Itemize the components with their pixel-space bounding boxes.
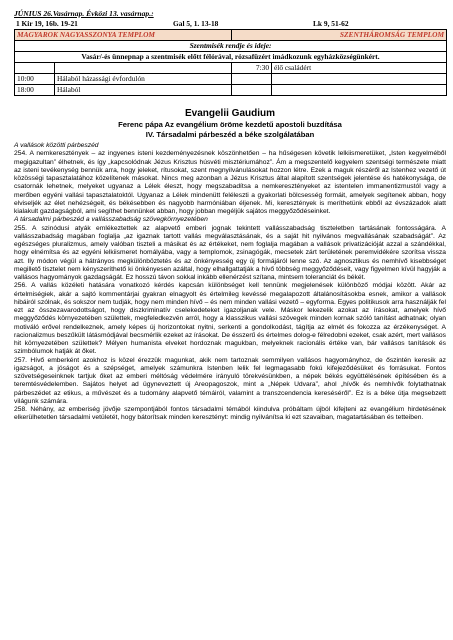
reading-first: 1 Kir 19, 16b. 19-21	[16, 19, 78, 28]
section-heading: A társadalmi párbeszéd a vallásszabadság szövegkörnyezetében	[14, 216, 208, 224]
mass-time: 18:00	[15, 85, 55, 96]
rosary-note: Vasár/-és ünnepnap a szentmisék előtt félórával, rózsafüzért imádkozunk egyházközségünkért.	[15, 52, 447, 63]
article-paragraph: 256. A vallás közéleti hatására vonatkozó kérdés kapcsán különbséget kell tennünk megjelenések különböző módjai között. Akár az értelmiségiek, akár a sajtó kommentárjai gyakran elnagyolt és értelmileg kevéssé megalapozott általánosításokba esnek, amikor a vallások hibáiról szólnak, és sokszor nem tudják, hogy nem minden hívő – és nem minden vallási vezető – egyforma. Egyes politikusok arra használják fel ezt az összezavarodottságot, hogy diszkriminatív cselekedeteket igazoljanak vele. Máskor lekezelik azokat az írásokat, amelyek hívő meggyőződés környezetében születtek, megfeledkezvén arról, hogy a klasszikus vallási szövegek minden kornak szóló tanítást adhatnak; olyan motiváló erővel rendelkeznek, amely képes új horizontokat nyitni, serkenti a gondolkodást, tágítja az elmét és fokozza az érzékenységet. A racionalizmus beszűkült látásmódjával becsmérlik ezeket az írásokat. De ésszerű és értelmes dolog-e félredobni ezeket, csak azért, mert vallásos hit környezetében születtek? Mélyen humanista elveket hordoznak magukban, melyeknek racionális értéke van, bár vallásos tanítások és szimbólumok hatják át őket.	[14, 282, 446, 356]
mass-intention: Hálaból házassági évfordulón	[55, 74, 232, 85]
date-heading: JÚNIUS 26.Vasárnap. Évközi 13. vasárnap.:	[14, 9, 154, 18]
section-heading: A vallások közötti párbeszéd	[14, 142, 99, 149]
reading-gospel: Lk 9, 51-62	[313, 19, 349, 28]
article-paragraph: 255. A szinódusi atyák emlékeztettek az alapvető emberi jognak tekintett vallásszabadság tiszteletben tartásának fontosságára. A vallásszabadság magában foglalja „az igaznak tartott vallás megválasztásának, és a saját hit nyilvános megvallásának szabadságát”. Az egészséges pluralizmus, amely valóban tiszteli a másikat és az értékeket, nem foglalja magában a vallások privatizációját azzal a szándékkal, hogy elnémítsa és az egyéni lelkiismeret homályába, vagy a templomok, zsinagógák, mecsetek zárt területének peremvidékére szorítsa vissza azt. Ily módon végül a hátrányos megkülönböztetés és az önkényesség egy új formájáról lenne szó. Az agnosztikus és nemhívő kisebbséget megillető tisztelet nem kényszeríthető ki önkényesen azáltal, hogy elhallgattatják a hívő többség meggyőződéseit, vagy figyelmen kívül hagyják a vallásos hagyományok gazdagságát. Ez hosszú távon sokkal inkább ellenérzést szítana, mintsem toleranciát és békét.	[14, 224, 446, 281]
readings-line	[14, 19, 446, 29]
church-left-name: MAGYAROK NAGYASSZONYA TEMPLOM	[15, 30, 232, 41]
article-body	[14, 142, 446, 423]
rosary-note-row	[15, 52, 447, 63]
mass-time: 10:00	[15, 74, 55, 85]
church-names-row	[15, 30, 447, 41]
article-chapter-heading: IV. Társadalmi párbeszéd a béke szolgálatában	[145, 129, 315, 139]
bulletin-page	[14, 8, 446, 423]
schedule-heading: Szentmisék rendje és ideje:	[15, 41, 447, 52]
article-title: Evangelii Gaudium	[184, 108, 276, 119]
mass-row	[15, 85, 447, 96]
reading-second: Gal 5, 1. 13-18	[173, 19, 219, 28]
mass-schedule-table	[14, 29, 447, 96]
mass-intention: Hálaból	[55, 85, 232, 96]
mass-intention: élő családért	[272, 63, 447, 74]
mass-row	[15, 63, 447, 74]
mass-row	[15, 74, 447, 85]
schedule-heading-row	[15, 41, 447, 52]
article-paragraph: 254. A nemkeresztények – az ingyenes isteni kezdeményezésnek köszönhetően – ha hűségesen követik lelkiismeretüket, „Isten kegyelméből megigazultan” élhetnek, és így „kapcsolódnak Jézus Krisztus húsvéti misztériumához”. Ám a megszentelő kegyelem szentségi természete miatt az isteni tevékenység bennük arra, hogy jeleket, rítusokat, szent megnyilvánulásokat hozzon létre. Ezek a maguk részéről az Istenhez vezető út közösségi tapasztalatához közelítenek másokat. Nincs meg azonban a Jézus Krisztus által alapított szentségek jelentése és hatékonysága, de csatornák lehetnek, melyeket ugyanaz a Lélek éleszt, hogy megszabadítsa a nemkeresztényeket az istentelen immanentizmustól vagy a merőben egyéni vallási tapasztalatoktól. Ugyanaz a Lélek mindenütt feléleszti a gyakorlati bölcsesség formáit, amelyek segítenek abban, hogy elviseljék az élet nehézségeit, és békésebben és nagyobb harmóniában éljenek. Mi, keresztények is meríthetünk ebből az évszázadok alatt kialakult gazdagságból, ami segíthet bennünket abban, hogy jobban megéljük sajátos meggyőződéseinket.	[14, 150, 446, 215]
article-subtitle: Ferenc pápa Az evangélium öröme kezdetű apostoli buzdítása	[118, 120, 342, 129]
mass-time: 7:30	[232, 63, 272, 74]
church-right-name: SZENTHÁROMSÁG TEMPLOM	[232, 30, 447, 41]
article-paragraph: 257. Hívő emberként azokhoz is közel érezzük magunkat, akik nem tartoznak semmilyen vallásos hagyományhoz, de őszintén keresik az igazságot, a jóságot és a szépséget, amelyek számunkra Istenben lelik fel legmagasabb fokú kifejeződésüket és forrásukat. Fontos szövetségeseinknek tartjuk őket az emberi méltóság védelmére irányuló törekvésünkben, a népek békés együttélésének építésében és a teremtésvédelemben. Sajátos helyet ad ügyneveztett új Areopagoszok, mint a „Népek Udvara”, ahol „hívők és nemhívők folytathatnak párbeszédet az etikus, a művészet és a tudomány alapvető témáiról, valamint a transzcendencia kereséséről”. Ez is a béke útja megsebzett világunk számára.	[14, 356, 446, 405]
article-paragraph: 258. Néhány, az emberiség jövője szempontjából fontos társadalmi témából kiindulva próbáltam újból kifejteni az evangélium hirdetésének elkerülhetetlen társadalmi vetületét, hogy bátorítsak minden keresztényt: mindig nyilvánítsa ki ezt szavaiban, magatartásában és tetteiben.	[14, 406, 446, 422]
